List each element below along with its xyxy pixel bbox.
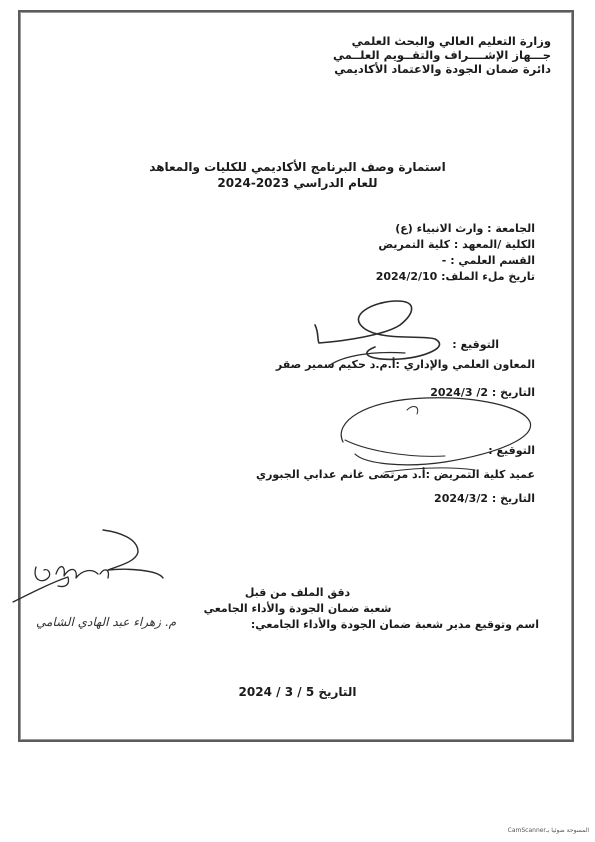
dean-date: التاريخ : 2024/3/2 bbox=[434, 492, 535, 505]
scanner-watermark bbox=[502, 827, 589, 834]
signature-label-1: التوقيع : bbox=[452, 338, 499, 351]
dean-name: عميد كلية التمريض :أ.د مرتضى غانم عدابي الجبوري bbox=[255, 468, 535, 481]
scanner-app-name: CamScanner bbox=[507, 827, 546, 834]
manager-handwritten-name: م. زهراء عبد الهادي الشامي bbox=[36, 615, 176, 629]
page-border bbox=[18, 10, 574, 742]
assistant-dean-name: المعاون العلمي والإداري :أ.م.د حكيم سمير صقر bbox=[275, 358, 535, 371]
file-date-line: تاريخ ملء الملف: 2024/2/10 bbox=[375, 270, 535, 283]
review-date: التاريخ 5 / 3 / 2024 bbox=[238, 685, 357, 699]
quality-department: دائرة ضمان الجودة والاعتماد الأكاديمي bbox=[334, 62, 551, 76]
signature-label-2: التوقيع : bbox=[488, 444, 535, 457]
form-title: استمارة وصف البرنامج الأكاديمي للكليات والمعاهد bbox=[149, 160, 446, 174]
academic-year: للعام الدراسي 2023-2024 bbox=[217, 176, 378, 190]
assistant-dean-date: التاريخ : 2/ 2024/3 bbox=[430, 386, 535, 399]
review-heading: دقق الملف من قبل bbox=[244, 586, 351, 599]
quality-unit: شعبة ضمان الجودة والأداء الجامعي bbox=[203, 602, 392, 615]
scanner-label: المسوحة ضوئيا بـ bbox=[545, 827, 589, 834]
manager-label: اسم وتوقيع مدير شعبة ضمان الجودة والأداء الجامعي: bbox=[250, 618, 539, 631]
ministry-name: وزارة التعليم العالي والبحث العلمي bbox=[351, 34, 551, 48]
supervision-body: جـــهاز الإشــــراف والتقــويم العلــمي bbox=[332, 48, 551, 62]
department-line: القسم العلمي : - bbox=[441, 254, 535, 267]
college-line: الكلية /المعهد : كلية التمريض bbox=[378, 238, 535, 251]
university-line: الجامعة : وارث الانبياء (ع) bbox=[395, 222, 535, 235]
